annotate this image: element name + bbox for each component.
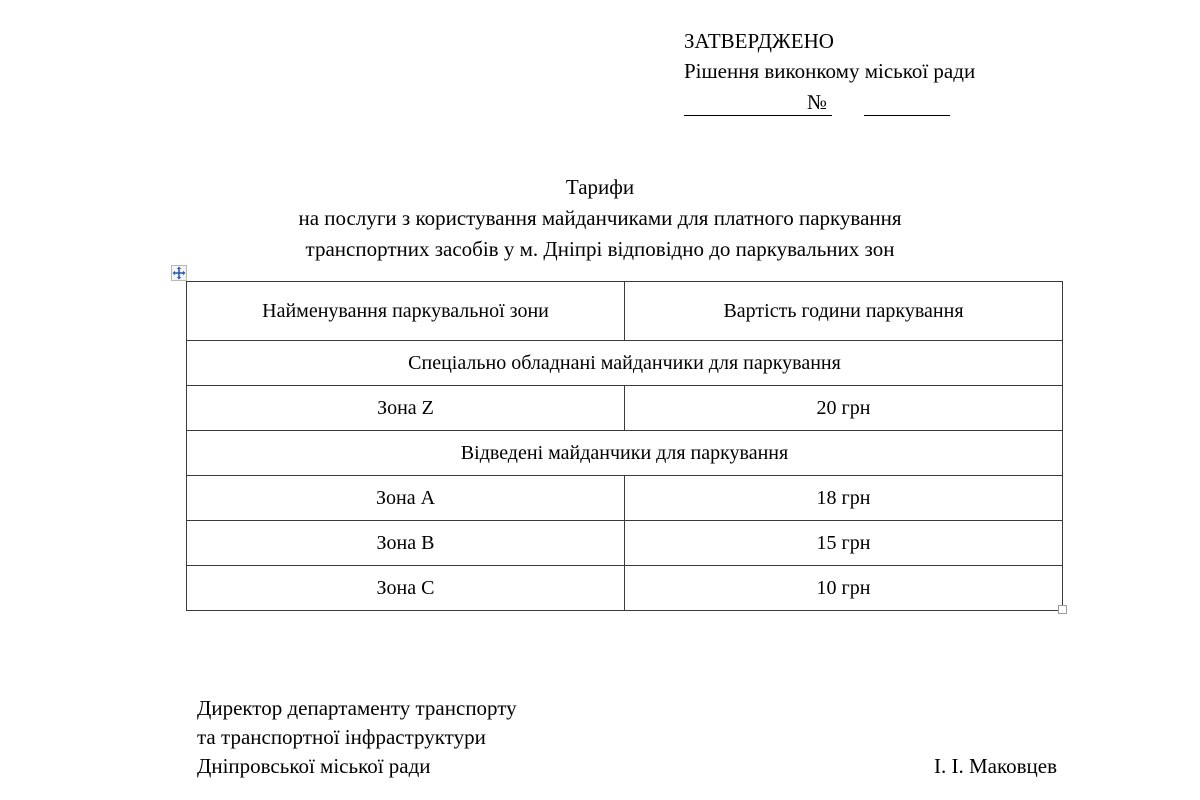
title-line-2: на послуги з користування майданчиками для платного паркування bbox=[298, 206, 902, 230]
move-cross-icon bbox=[172, 266, 186, 280]
table-header-row bbox=[187, 282, 1063, 341]
signature-block bbox=[197, 694, 1057, 781]
column-header-zone-name: Найменування паркувальної зони bbox=[187, 282, 625, 341]
approval-line-2: Рішення виконкому міської ради bbox=[684, 59, 976, 83]
approval-line-1: ЗАТВЕРДЖЕНО bbox=[684, 29, 834, 53]
cell-zone-c: Зона C bbox=[187, 566, 625, 611]
table-row bbox=[187, 476, 1063, 521]
column-header-hour-price: Вартість години паркування bbox=[625, 282, 1063, 341]
tariffs-table-wrapper bbox=[186, 281, 1060, 611]
number-rule-left bbox=[684, 115, 832, 116]
approval-number-line bbox=[684, 88, 950, 118]
table-resize-handle[interactable] bbox=[1058, 605, 1067, 614]
table-row bbox=[187, 566, 1063, 611]
page-title bbox=[0, 172, 1200, 265]
number-symbol: № bbox=[806, 90, 828, 114]
cell-price-zone-a: 18 грн bbox=[625, 476, 1063, 521]
table-section-row bbox=[187, 431, 1063, 476]
tariffs-table bbox=[186, 281, 1063, 611]
signatory-title-line-2: та транспортної інфраструктури bbox=[197, 725, 486, 749]
cell-price-zone-c: 10 грн bbox=[625, 566, 1063, 611]
cell-price-zone-z: 20 грн bbox=[625, 386, 1063, 431]
cell-zone-a: Зона A bbox=[187, 476, 625, 521]
section-label-allocated: Відведені майданчики для паркування bbox=[187, 431, 1063, 476]
cell-price-zone-b: 15 грн bbox=[625, 521, 1063, 566]
table-move-handle[interactable] bbox=[171, 265, 187, 281]
signatory-title-line-3 bbox=[197, 752, 1057, 781]
section-label-special-equipped: Спеціально обладнані майданчики для паркування bbox=[187, 341, 1063, 386]
approval-header bbox=[684, 26, 1064, 118]
table-row bbox=[187, 386, 1063, 431]
signatory-title-line-1: Директор департаменту транспорту bbox=[197, 696, 517, 720]
signatory-name: І. І. Маковцев bbox=[933, 754, 1057, 778]
signatory-title-line-3-text: Дніпровської міської ради bbox=[197, 754, 431, 778]
cell-zone-z: Зона Z bbox=[187, 386, 625, 431]
table-section-row bbox=[187, 341, 1063, 386]
title-line-1: Тарифи bbox=[565, 175, 635, 199]
number-rule-right bbox=[864, 115, 950, 116]
table-row bbox=[187, 521, 1063, 566]
cell-zone-b: Зона B bbox=[187, 521, 625, 566]
title-line-3: транспортних засобів у м. Дніпрі відповідно до паркувальних зон bbox=[305, 237, 895, 261]
